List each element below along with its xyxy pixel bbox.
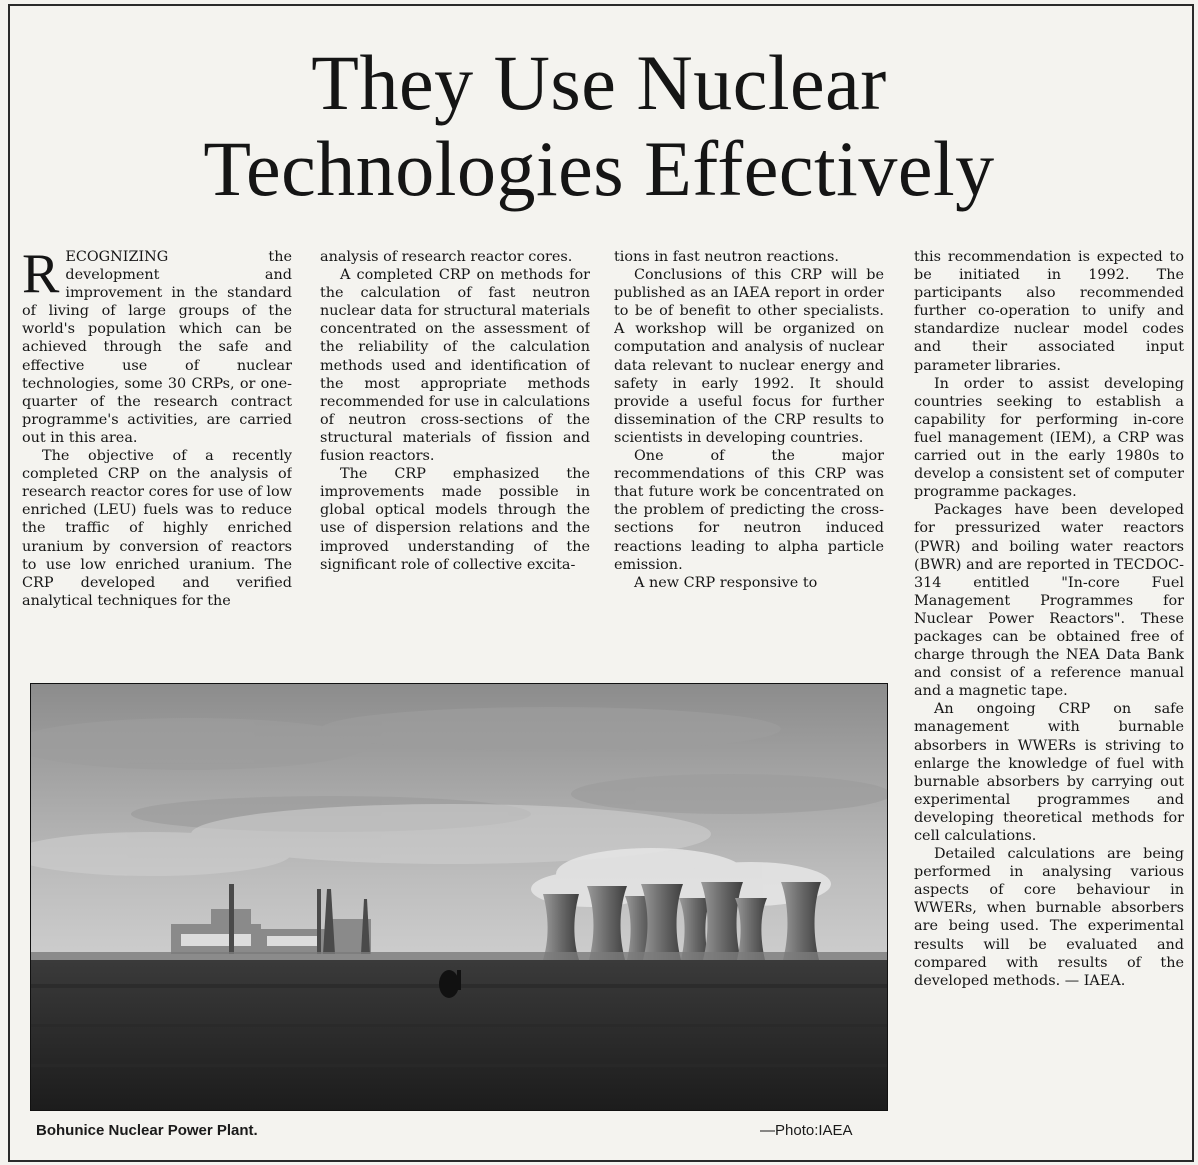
drop-cap: R: [22, 248, 60, 305]
headline: They Use Nuclear Technologies Effectively: [203, 39, 995, 212]
photo-caption: Bohunice Nuclear Power Plant.: [36, 1122, 258, 1139]
paragraph-text: ECOGNIZING the development and improvement in the standard of living of large groups of the world's population which can be achieved through the safe and effective use of nuclear technologies, some 30 CRPs, or one-quarter of the research contract programme's activities, are carried out in this area.: [22, 249, 292, 446]
paragraph: this recommendation is expected to be initiated in 1992. The participants also recommended further co-operation to unify and standardize nuclear model codes and their associated input parameter libraries.: [914, 249, 1184, 374]
paragraph: Packages have been developed for pressurized water reactors (PWR) and boiling water reactors (BWR) and are reported in TECDOC-314 entitled "In-core Fuel Management Programmes for Nuclear Power Reactors". These packages can be obtained free of charge through the NEA Data Bank and consist of a reference manual and a magnetic tape.: [914, 502, 1184, 700]
paragraph: analysis of research reactor cores.: [320, 249, 573, 265]
paragraph: Conclusions of this CRP will be published as an IAEA report in order to be of benefit to other specialists. A workshop will be organized on computation and analysis of nuclear data relevant to nuclear energy and safety in early 1992. It should provide a useful focus for further dissemination of the CRP results to scientists in developing countries.: [614, 267, 884, 446]
article-column-2: [320, 248, 590, 668]
paragraph: tions in fast neutron reactions.: [614, 249, 839, 265]
paragraph: A completed CRP on methods for the calculation of fast neutron nuclear data for structural materials concentrated on the assessment of the reliability of the calculation methods used and identification of the most appropriate methods recommended for use in calculations of neutron cross-sections of the structural materials of fission and fusion reactors.: [320, 267, 590, 465]
article-column-4: [914, 248, 1184, 1138]
paragraph: A new CRP responsive to: [634, 574, 818, 591]
paragraph: Detailed calculations are being performed in analysing various aspects of core behaviour in WWERs, when burnable absorbers are being used. The experimental results will be evaluated and compared with results of the developed methods. — IAEA.: [914, 846, 1184, 989]
paragraph: The CRP emphasized the improvements made possible in global optical models through the use of dispersion relations and the improved understanding of the significant role of collective excita-: [320, 466, 590, 573]
article-column-1: [22, 248, 292, 668]
paragraph: [22, 248, 292, 447]
power-plant-photo: [30, 683, 888, 1111]
paragraph: One of the major recommendations of this CRP was that future work be concentrated on the problem of predicting the cross-sections for neutron induced reactions leading to alpha particle emission.: [614, 448, 884, 573]
photo-credit: —Photo:IAEA: [760, 1122, 853, 1139]
paragraph: In order to assist developing countries seeking to establish a capability for performing in-core fuel management (IEM), a CRP was carried out in the early 1980s to develop a consistent set of computer programme packages.: [914, 375, 1184, 501]
paragraph: The objective of a recently completed CRP on the analysis of research reactor cores for use of low enriched (LEU) fuels was to reduce the traffic of highly enriched uranium by conversion of reactors to use low enriched uranium. The CRP developed and verified analytical techniques for the: [22, 448, 292, 609]
article-column-3: [614, 248, 884, 668]
paragraph: An ongoing CRP on safe management with burnable absorbers in WWERs is striving to enlarge the knowledge of fuel with burnable absorbers by carrying out experimental programmes and developing theoretical methods for cell calculations.: [914, 701, 1184, 844]
power-plant-photo-graphic: [31, 684, 888, 1111]
